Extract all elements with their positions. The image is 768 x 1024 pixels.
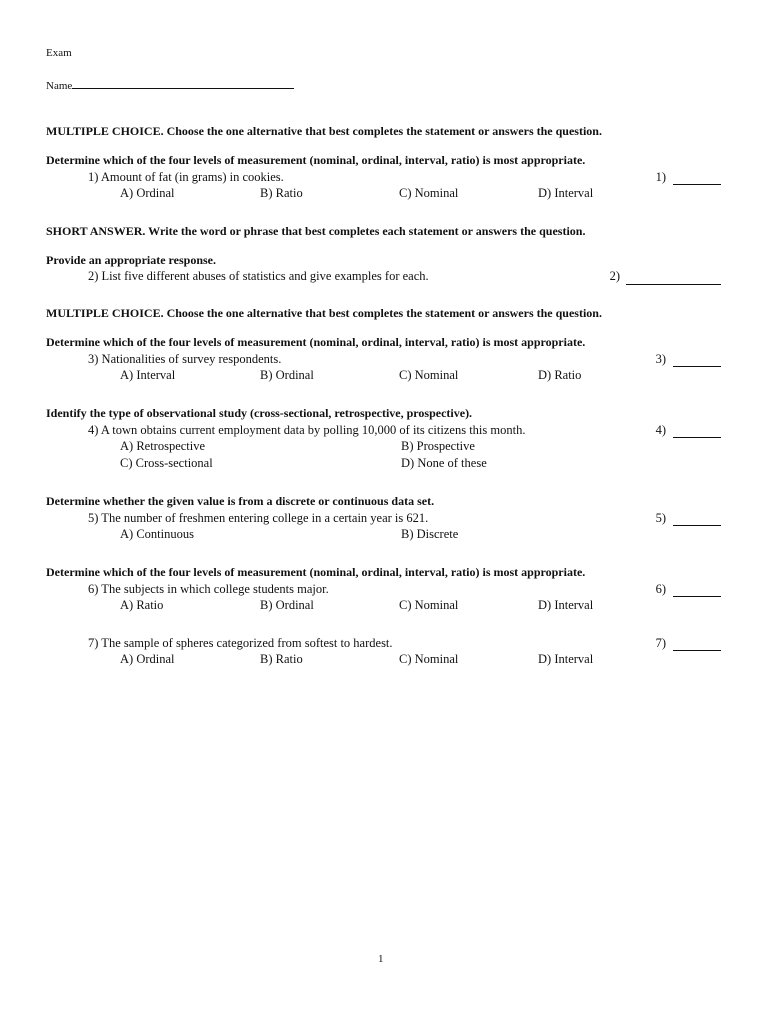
question-5-text: 5) The number of freshmen entering college in a certain year is 621. — [88, 511, 429, 525]
q3-option-a[interactable]: A) Interval — [120, 368, 176, 382]
answer-blank-1[interactable] — [673, 172, 721, 185]
question-1-text: 1) Amount of fat (in grams) in cookies. — [88, 170, 284, 184]
q6-option-c[interactable]: C) Nominal — [399, 598, 459, 612]
answer-number-3: 3) — [655, 352, 666, 366]
q7-option-c[interactable]: C) Nominal — [399, 652, 459, 666]
answer-number-5: 5) — [655, 511, 666, 525]
q3-option-d[interactable]: D) Ratio — [538, 368, 582, 382]
q5-option-b[interactable]: B) Discrete — [401, 527, 459, 541]
q3-option-b[interactable]: B) Ordinal — [260, 368, 314, 382]
name-row — [46, 78, 294, 92]
q7-option-d[interactable]: D) Interval — [538, 652, 594, 666]
answer-number-1: 1) — [655, 170, 666, 184]
answer-number-7: 7) — [655, 636, 666, 650]
answer-blank-2[interactable] — [626, 272, 721, 285]
q1-option-a[interactable]: A) Ordinal — [120, 186, 175, 200]
question-4-text: 4) A town obtains current employment data by polling 10,000 of its citizens this month. — [88, 423, 526, 437]
answer-blank-3[interactable] — [673, 354, 721, 367]
name-label: Name — [46, 80, 73, 92]
name-blank-line — [72, 78, 294, 89]
answer-number-2: 2) — [609, 269, 620, 283]
q6-option-d[interactable]: D) Interval — [538, 598, 594, 612]
q4-option-b[interactable]: B) Prospective — [401, 439, 475, 453]
q1-option-d[interactable]: D) Interval — [538, 186, 594, 200]
exam-label: Exam — [46, 47, 72, 59]
q1-option-c[interactable]: C) Nominal — [399, 186, 459, 200]
instruction-levels-1: Determine which of the four levels of measurement (nominal, ordinal, interval, ratio) is most appropriate. — [46, 153, 586, 167]
instruction-levels-2: Determine which of the four levels of measurement (nominal, ordinal, interval, ratio) is most appropriate. — [46, 335, 586, 349]
mc-heading-1: MULTIPLE CHOICE. Choose the one alternative that best completes the statement or answers the question. — [46, 124, 602, 138]
answer-blank-6[interactable] — [673, 584, 721, 597]
q1-option-b[interactable]: B) Ratio — [260, 186, 303, 200]
q6-option-a[interactable]: A) Ratio — [120, 598, 164, 612]
answer-blank-5[interactable] — [673, 513, 721, 526]
page-number: 1 — [378, 953, 384, 965]
q7-option-b[interactable]: B) Ratio — [260, 652, 303, 666]
answer-number-4: 4) — [655, 423, 666, 437]
q4-option-d[interactable]: D) None of these — [401, 456, 487, 470]
q7-option-a[interactable]: A) Ordinal — [120, 652, 175, 666]
question-3-text: 3) Nationalities of survey respondents. — [88, 352, 282, 366]
answer-number-6: 6) — [655, 582, 666, 596]
q3-option-c[interactable]: C) Nominal — [399, 368, 459, 382]
answer-blank-7[interactable] — [673, 638, 721, 651]
short-answer-heading: SHORT ANSWER. Write the word or phrase that best completes each statement or answers the question. — [46, 224, 586, 238]
question-7-text: 7) The sample of spheres categorized from softest to hardest. — [88, 636, 393, 650]
question-6-text: 6) The subjects in which college students major. — [88, 582, 329, 596]
instruction-discrete: Determine whether the given value is from a discrete or continuous data set. — [46, 494, 435, 508]
q6-option-b[interactable]: B) Ordinal — [260, 598, 314, 612]
q4-option-a[interactable]: A) Retrospective — [120, 439, 206, 453]
answer-blank-4[interactable] — [673, 425, 721, 438]
instruction-levels-3: Determine which of the four levels of measurement (nominal, ordinal, interval, ratio) is most appropriate. — [46, 565, 586, 579]
q5-option-a[interactable]: A) Continuous — [120, 527, 194, 541]
mc-heading-2: MULTIPLE CHOICE. Choose the one alternative that best completes the statement or answers the question. — [46, 306, 602, 320]
instruction-provide: Provide an appropriate response. — [46, 253, 217, 267]
instruction-observational: Identify the type of observational study (cross-sectional, retrospective, prospective). — [46, 406, 473, 420]
q4-option-c[interactable]: C) Cross-sectional — [120, 456, 213, 470]
question-2-text: 2) List five different abuses of statistics and give examples for each. — [88, 269, 429, 283]
